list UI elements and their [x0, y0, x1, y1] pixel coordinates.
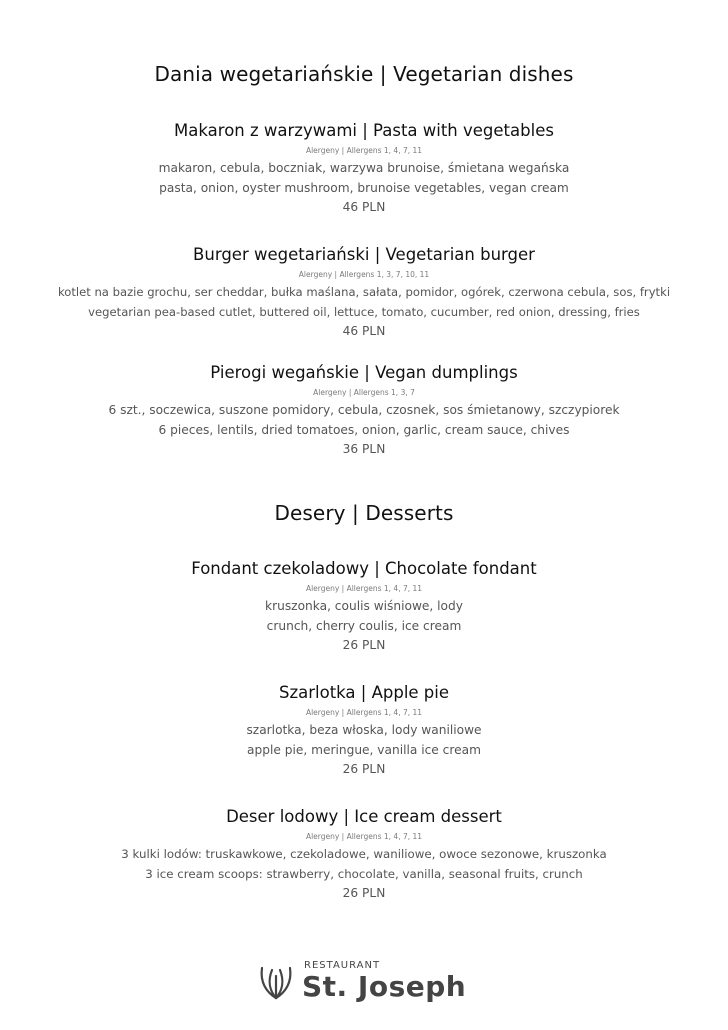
dish-allergens: Alergeny | Allergens 1, 3, 7 [313, 388, 415, 397]
dish-name: Deser lodowy | Ice cream dessert [226, 807, 502, 826]
dish-price: 26 PLN [342, 886, 386, 900]
dish-desc-en: 6 pieces, lentils, dried tomatoes, onion, garlic, cream sauce, chives [158, 422, 570, 437]
dish-desc-pl: szarlotka, beza włoska, lody waniliowe [246, 723, 482, 737]
dish-fondant [0, 559, 728, 656]
dish-desc-pl: kotlet na bazie grochu, ser cheddar, bułka maślana, sałata, pomidor, ogórek, czerwona cebula, sos, frytki [57, 285, 671, 299]
dish-allergens: Alergeny | Allergens 1, 4, 7, 11 [305, 584, 423, 593]
dish-desc-pl: makaron, cebula, boczniak, warzywa brunoise, śmietana wegańska [158, 161, 570, 175]
logo-name: St. Joseph [302, 970, 467, 1003]
dish-desc-en: vegetarian pea-based cutlet, buttered oil, lettuce, tomato, cucumber, red onion, dressing, fries [88, 304, 640, 319]
dish-price: 26 PLN [342, 762, 386, 776]
dish-price: 26 PLN [342, 638, 386, 652]
dish-dumplings [0, 363, 728, 460]
dish-ice-cream [0, 807, 728, 904]
dish-desc-en: apple pie, meringue, vanilla ice cream [247, 742, 481, 757]
dish-allergens: Alergeny | Allergens 1, 4, 7, 11 [305, 832, 423, 841]
dish-desc-en: pasta, onion, oyster mushroom, brunoise vegetables, vegan cream [159, 180, 569, 195]
dish-allergens: Alergeny | Allergens 1, 4, 7, 11 [305, 708, 423, 717]
dish-apple-pie [0, 683, 728, 780]
section-title-desserts: Desery | Desserts [274, 501, 454, 525]
dish-allergens: Alergeny | Allergens 1, 4, 7, 11 [305, 146, 423, 155]
dish-name: Makaron z warzywami | Pasta with vegetables [174, 121, 554, 140]
dish-desc-pl: kruszonka, coulis wiśniowe, lody [265, 599, 463, 613]
dish-name: Szarlotka | Apple pie [278, 683, 450, 702]
leaf-emblem-icon [256, 962, 296, 1002]
dish-name: Burger wegetariański | Vegetarian burger [193, 245, 535, 264]
dish-allergens: Alergeny | Allergens 1, 3, 7, 10, 11 [298, 270, 430, 279]
dish-desc-pl: 6 szt., soczewica, suszone pomidory, cebula, czosnek, sos śmietanowy, szczypiorek [108, 403, 620, 417]
dish-price: 46 PLN [342, 200, 386, 214]
section-title-vegetarian: Dania wegetariańskie | Vegetarian dishes [154, 62, 574, 86]
dish-name: Pierogi wegańskie | Vegan dumplings [210, 363, 518, 382]
restaurant-logo [256, 958, 476, 1010]
dish-price: 36 PLN [342, 442, 386, 456]
dish-desc-pl: 3 kulki lodów: truskawkowe, czekoladowe, waniliowe, owoce sezonowe, kruszonka [121, 847, 607, 861]
dish-burger [0, 245, 728, 342]
logo-restaurant-label: RESTAURANT [304, 960, 381, 971]
dish-pasta [0, 121, 728, 218]
dish-name: Fondant czekoladowy | Chocolate fondant [191, 559, 537, 578]
dish-price: 46 PLN [342, 324, 386, 338]
dish-desc-en: crunch, cherry coulis, ice cream [266, 618, 462, 633]
dish-desc-en: 3 ice cream scoops: strawberry, chocolate, vanilla, seasonal fruits, crunch [145, 866, 583, 881]
